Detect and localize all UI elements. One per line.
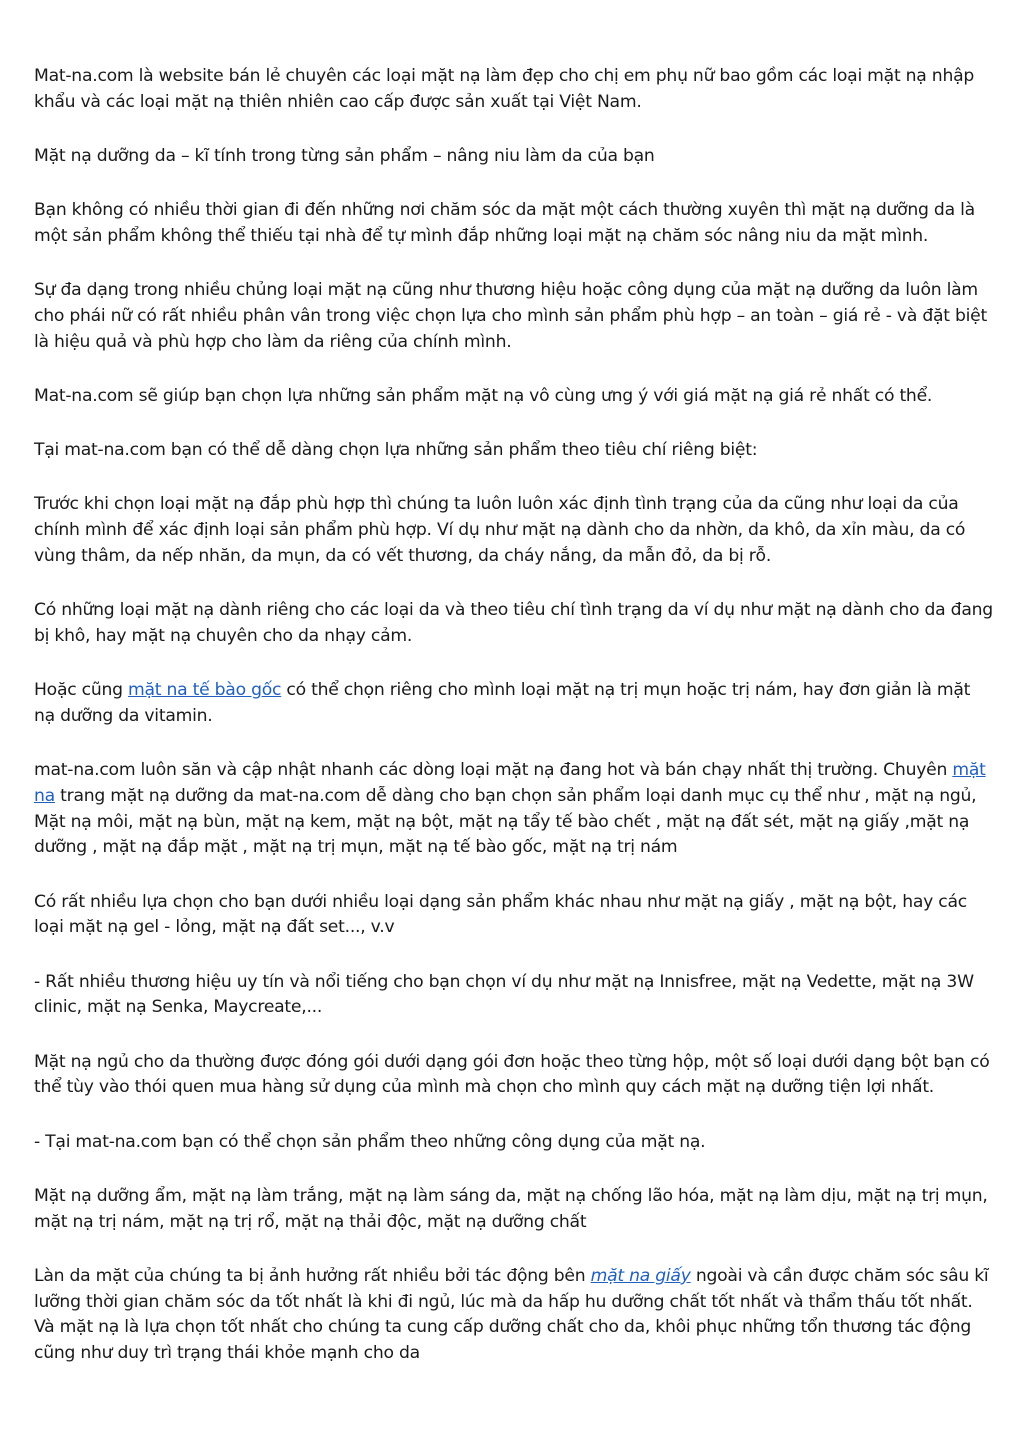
paragraph-7	[34, 492, 994, 569]
paragraph-text: Trước khi chọn loại mặt nạ đắp phù hợp thì chúng ta luôn luôn xác định tình trạng của da cũng như loại da của chính mình để xác định loại sản phẩm phù hợp. Ví dụ như mặt nạ dành cho da nhờn, da khô, da xỉn màu, da có vùng thâm, da nếp nhăn, da mụn, da có vết thương, da cháy nắng, da mẫn đỏ, da bị rỗ.	[34, 494, 966, 566]
paragraph-text: - Tại mat-na.com bạn có thể chọn sản phẩm theo những công dụng của mặt nạ.	[34, 1131, 706, 1152]
paragraph-14	[34, 1130, 994, 1156]
paragraph-6	[34, 438, 994, 464]
paragraph-text: Có rất nhiều lựa chọn cho bạn dưới nhiều loại dạng sản phẩm khác nhau như mặt nạ giấy , mặt nạ bột, hay các loại mặt nạ gel - lỏng, mặt nạ đất set..., v.v	[34, 891, 967, 938]
paragraph-text: - Rất nhiều thương hiệu uy tín và nổi tiếng cho bạn chọn ví dụ như mặt nạ Innisfree, mặt nạ Vedette, mặt nạ 3W clinic, mặt nạ Senka, Maycreate,...	[34, 971, 974, 1018]
paragraph-text: Tại mat-na.com bạn có thể dễ dàng chọn lựa những sản phẩm theo tiêu chí riêng biệt:	[34, 440, 758, 461]
paragraph-text: Mặt nạ dưỡng da – kĩ tính trong từng sản phẩm – nâng niu làm da của bạn	[34, 145, 655, 166]
paragraph-text: Làn da mặt của chúng ta bị ảnh hưởng rất nhiều bởi tác động bên	[34, 1265, 591, 1286]
paragraph-12	[34, 970, 994, 1022]
paragraph-text: Mat-na.com sẽ giúp bạn chọn lựa những sản phẩm mặt nạ vô cùng ưng ý với giá mặt nạ giá rẻ nhất có thể.	[34, 385, 933, 406]
paragraph-10	[34, 758, 994, 861]
paragraph-text: Mat-na.com là website bán lẻ chuyên các loại mặt nạ làm đẹp cho chị em phụ nữ bao gồm các loại mặt nạ nhập khẩu và các loại mặt nạ thiên nhiên cao cấp được sản xuất tại Việt Nam.	[34, 66, 975, 112]
paragraph-text: Hoặc cũng	[34, 680, 128, 701]
paragraph-3	[34, 198, 994, 250]
paragraph-8	[34, 598, 994, 650]
paragraph-13	[34, 1050, 994, 1102]
paragraph-5	[34, 384, 994, 410]
link-mat-na-giay[interactable]: mặt na giấy	[590, 1265, 691, 1286]
paragraph-4	[34, 278, 994, 355]
link-mat-na[interactable]: mặt na	[34, 760, 986, 806]
paragraph-text: Mặt nạ dưỡng ẩm, mặt nạ làm trắng, mặt nạ làm sáng da, mặt nạ chống lão hóa, mặt nạ làm dịu, mặt nạ trị mụn, mặt nạ trị nám, mặt nạ trị rổ, mặt nạ thải độc, mặt nạ dưỡng chất	[34, 1185, 988, 1232]
paragraph-15	[34, 1184, 994, 1236]
paragraph-text: Có những loại mặt nạ dành riêng cho các loại da và theo tiêu chí tình trạng da ví dụ như mặt nạ dành cho da đang bị khô, hay mặt nạ chuyên cho da nhạy cảm.	[34, 600, 993, 646]
paragraph-text: Bạn không có nhiều thời gian đi đến những nơi chăm sóc da mặt một cách thường xuyên thì mặt nạ dưỡng da là một sản phẩm không thể thiếu tại nhà để tự mình đắp những loại mặt nạ chăm sóc nâng niu da mặt mình.	[34, 200, 975, 246]
paragraph-1	[34, 64, 994, 116]
paragraph-2	[34, 144, 994, 170]
paragraph-text: mat-na.com luôn săn và cập nhật nhanh các dòng loại mặt nạ đang hot và bán chạy nhất thị trường. Chuyên	[34, 760, 953, 781]
paragraph-text: Mặt nạ ngủ cho da thường được đóng gói dưới dạng gói đơn hoặc theo từng hộp, một số loại dưới dạng bột bạn có thể tùy vào thói quen mua hàng sử dụng của mình mà chọn cho mình quy cách mặt nạ dưỡng tiện lợi nhất.	[34, 1051, 990, 1098]
paragraph-text: ngoài và cần được chăm sóc sâu kĩ lưỡng thời gian chăm sóc da tốt nhất là khi đi ngủ, lúc mà da hấp hu dưỡng chất tốt nhất và thẩm thấu tốt nhất. Và mặt nạ là lựa chọn tốt nhất cho chúng ta cung cấp dưỡng chất cho da, khôi phục những tổn thương tác động cũng như duy trì trạng thái khỏe mạnh cho da	[34, 1265, 989, 1364]
paragraph-16	[34, 1264, 994, 1367]
paragraph-text: Sự đa dạng trong nhiều chủng loại mặt nạ cũng như thương hiệu hoặc công dụng của mặt nạ dưỡng da luôn làm cho phái nữ có rất nhiều phân vân trong việc chọn lựa cho mình sản phẩm phù hợp – an toàn – giá rẻ - và đặt biệt là hiệu quả và phù hợp cho làm da riêng của chính mình.	[34, 280, 987, 352]
paragraph-text: có thể chọn riêng cho mình loại mặt nạ trị mụn hoặc trị nám, hay đơn giản là mặt nạ dưỡng da vitamin.	[34, 680, 971, 726]
document-body	[34, 64, 994, 1395]
paragraph-11	[34, 890, 994, 942]
paragraph-text: trang mặt nạ dưỡng da mat-na.com dễ dàng cho bạn chọn sản phẩm loại danh mục cụ thể như , mặt nạ ngủ, Mặt nạ môi, mặt nạ bùn, mặt nạ kem, mặt nạ bột, mặt nạ tẩy tế bào chết , mặt nạ đất sét, mặt nạ giấy ,mặt nạ dưỡng , mặt nạ đắp mặt , mặt nạ trị mụn, mặt nạ tế bào gốc, mặt nạ trị nám	[34, 785, 977, 858]
link-mat-na-te-bao-goc[interactable]: mặt na tế bào gốc	[128, 680, 282, 701]
paragraph-9	[34, 678, 994, 730]
